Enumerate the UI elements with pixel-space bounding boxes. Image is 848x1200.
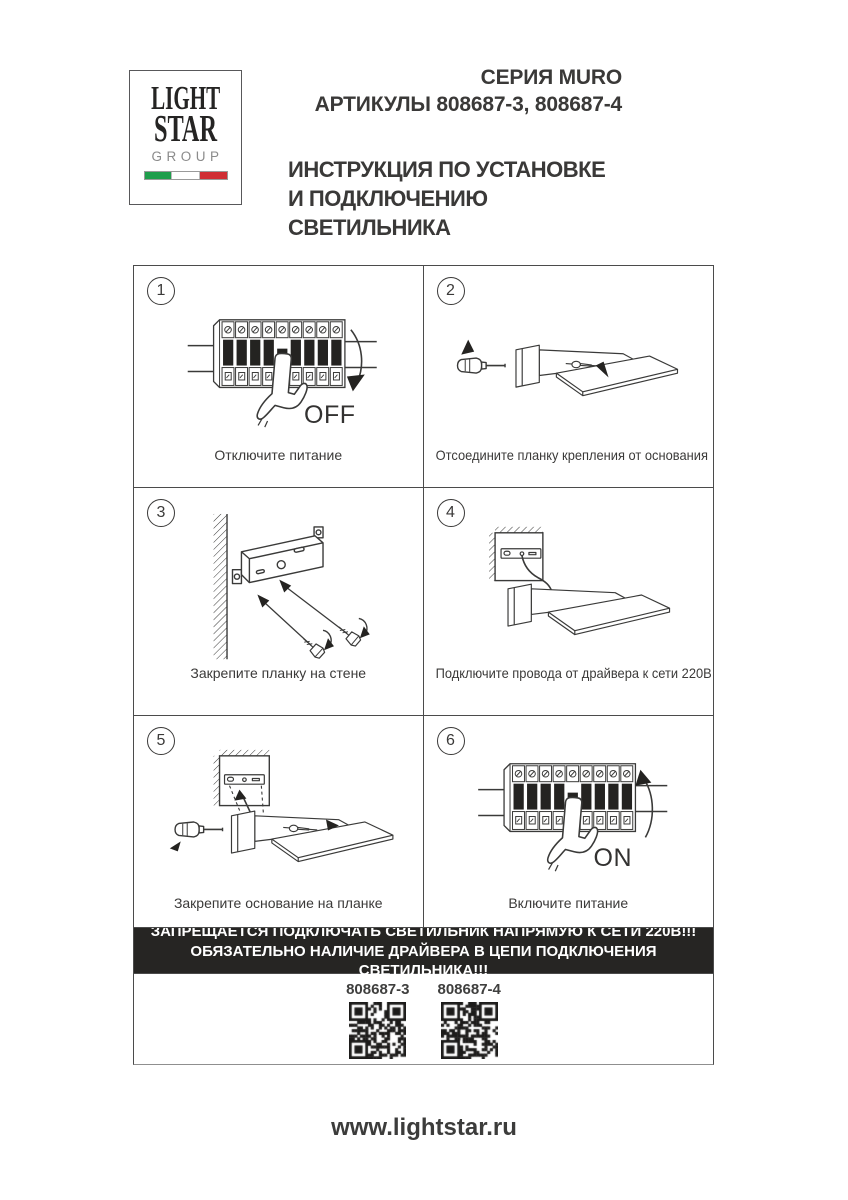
- step-cell-1: [134, 266, 424, 488]
- flag-white: [171, 172, 200, 179]
- qr-label: 808687-4: [437, 981, 501, 998]
- warning-line-1: ЗАПРЕЩАЕТСЯ ПОДКЛЮЧАТЬ СВЕТИЛЬНИК НАПРЯМУЮ К СЕТИ 220В!!!: [150, 922, 697, 940]
- logo-word-light: LIGHT: [151, 80, 221, 117]
- step-caption: Подключите провода от драйвера к сети 220В: [435, 665, 712, 681]
- step-cell-3: [134, 488, 424, 716]
- step-caption: Отключите питание: [214, 447, 343, 463]
- step-cell-5: [134, 716, 424, 928]
- website-url: www.lightstar.ru: [331, 1114, 517, 1141]
- step-number-badge: 3: [147, 499, 175, 527]
- lightstar-logo: [129, 70, 242, 205]
- instruction-title-line2: И ПОДКЛЮЧЕНИЮ СВЕТИЛЬНИКА: [288, 186, 488, 240]
- logo-word-star: STAR: [153, 108, 218, 150]
- flag-green: [145, 172, 172, 179]
- qr-item-808687-4: [438, 981, 501, 1059]
- step-caption: Включите питание: [508, 895, 629, 911]
- on-label: ON: [593, 844, 632, 872]
- series-title: СЕРИЯ MURO: [480, 66, 622, 89]
- off-label: OFF: [304, 401, 356, 429]
- articles-line: АРТИКУЛЫ 808687-3, 808687-4: [314, 93, 622, 116]
- warning-line-2: ОБЯЗАТЕЛЬНО НАЛИЧИЕ ДРАЙВЕРА В ЦЕПИ ПОДКЛЮЧЕНИЯ СВЕТИЛЬНИКА!!!: [190, 942, 657, 979]
- qr-section: [134, 974, 713, 1064]
- step-number-badge: 2: [437, 277, 465, 305]
- qr-label: 808687-3: [346, 981, 410, 998]
- italian-flag: [144, 171, 228, 180]
- step-caption: Отсоедините планку крепления от основания: [435, 447, 708, 463]
- document-header: [288, 64, 622, 242]
- step-number-badge: 4: [437, 499, 465, 527]
- step-cell-4: [424, 488, 714, 716]
- step-cell-2: [424, 266, 714, 488]
- logo-word-group: GROUP: [151, 149, 224, 164]
- step-number-badge: 5: [147, 727, 175, 755]
- qr-code-808687-3: [349, 1002, 406, 1059]
- step-number-badge: 6: [437, 727, 465, 755]
- instruction-title-line1: ИНСТРУКЦИЯ ПО УСТАНОВКЕ: [288, 157, 606, 182]
- step-cell-6: [424, 716, 714, 928]
- steps-table: [133, 265, 714, 1065]
- step-caption: Закрепите планку на стене: [190, 665, 367, 681]
- qr-item-808687-3: [346, 981, 409, 1059]
- flag-red: [200, 172, 227, 179]
- step-caption: Закрепите основание на планке: [173, 895, 383, 911]
- step-number-badge: 1: [147, 277, 175, 305]
- qr-code-808687-4: [441, 1002, 498, 1059]
- warning-banner: [134, 922, 713, 979]
